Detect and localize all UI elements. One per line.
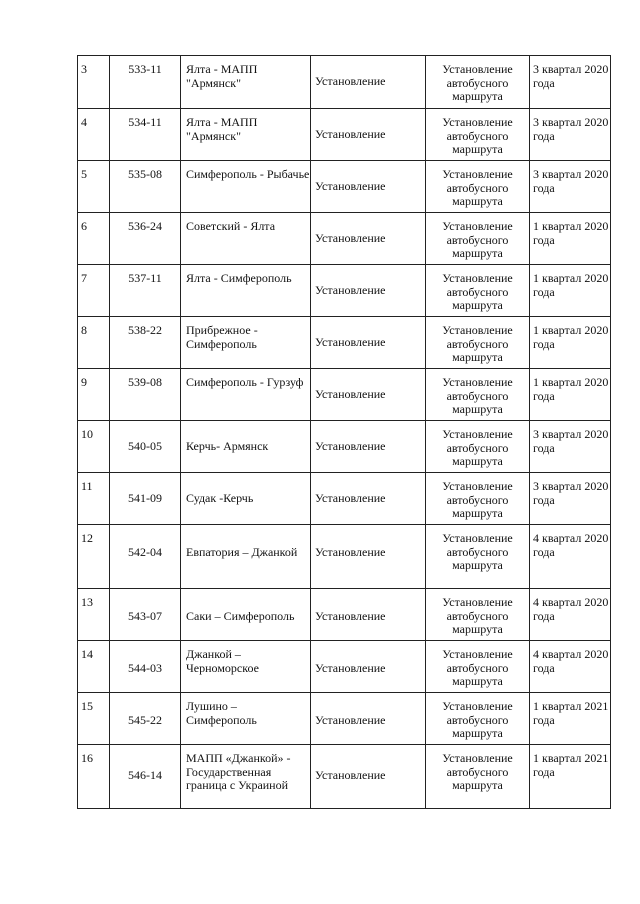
- term-text: 1 квартал 2020 года: [533, 219, 609, 247]
- term-text: 1 квартал 2020 года: [533, 323, 609, 351]
- change-type-cell: [311, 693, 426, 745]
- route-name: Прибрежное - Симферополь: [186, 323, 258, 351]
- action-cell: [426, 473, 530, 525]
- action-text: Установление автобусного маршрута: [442, 375, 513, 416]
- action-cell: [426, 421, 530, 473]
- row-number: 15: [81, 699, 93, 713]
- table-row: [78, 525, 611, 589]
- action-cell: [426, 161, 530, 213]
- action-text: Установление автобусного маршрута: [442, 699, 513, 740]
- change-type: Установление: [315, 179, 386, 193]
- route-name: Симферополь - Гурзуф: [186, 375, 304, 389]
- row-number-cell: [78, 213, 110, 265]
- change-type: Установление: [315, 439, 386, 453]
- route-code: 534-11: [128, 115, 162, 129]
- row-number-cell: [78, 473, 110, 525]
- route-code-cell: [110, 213, 181, 265]
- action-text: Установление автобусного маршрута: [442, 219, 513, 260]
- term-text: 4 квартал 2020 года: [533, 531, 609, 559]
- row-number-cell: [78, 693, 110, 745]
- action-text: Установление автобусного маршрута: [442, 595, 513, 636]
- action-text: Установление автобусного маршрута: [442, 62, 513, 103]
- row-number: 5: [81, 167, 87, 181]
- action-text: Установление автобусного маршрута: [442, 167, 513, 208]
- term-text: 1 квартал 2021 года: [533, 751, 609, 779]
- route-code-cell: [110, 589, 181, 641]
- change-type-cell: [311, 265, 426, 317]
- term-cell: [530, 56, 611, 109]
- change-type: Установление: [315, 768, 386, 782]
- table-row: [78, 473, 611, 525]
- route-name-cell: [181, 317, 311, 369]
- change-type: Установление: [315, 335, 386, 349]
- route-code: 543-07: [128, 609, 162, 623]
- change-type: Установление: [315, 661, 386, 675]
- action-cell: [426, 317, 530, 369]
- term-cell: [530, 589, 611, 641]
- row-number-cell: [78, 56, 110, 109]
- route-code: 535-08: [128, 167, 162, 181]
- row-number-cell: [78, 421, 110, 473]
- route-code-cell: [110, 56, 181, 109]
- route-name-cell: [181, 589, 311, 641]
- term-cell: [530, 369, 611, 421]
- action-cell: [426, 265, 530, 317]
- route-name: Джанкой – Черноморское: [186, 647, 259, 675]
- action-cell: [426, 56, 530, 109]
- action-cell: [426, 109, 530, 161]
- route-name: Судак -Керчь: [186, 491, 254, 505]
- action-cell: [426, 525, 530, 589]
- term-cell: [530, 693, 611, 745]
- term-text: 4 квартал 2020 года: [533, 647, 609, 675]
- action-text: Установление автобусного маршрута: [442, 323, 513, 364]
- route-name-cell: [181, 56, 311, 109]
- action-cell: [426, 589, 530, 641]
- bus-routes-table: [77, 55, 611, 809]
- action-text: Установление автобусного маршрута: [442, 647, 513, 688]
- table-row: [78, 745, 611, 809]
- route-name-cell: [181, 213, 311, 265]
- term-text: 3 квартал 2020 года: [533, 62, 609, 90]
- action-text: Установление автобусного маршрута: [442, 115, 513, 156]
- route-code: 538-22: [128, 323, 162, 337]
- row-number-cell: [78, 109, 110, 161]
- row-number: 14: [81, 647, 93, 661]
- row-number: 6: [81, 219, 87, 233]
- row-number: 10: [81, 427, 93, 441]
- row-number: 7: [81, 271, 87, 285]
- change-type: Установление: [315, 491, 386, 505]
- route-code-cell: [110, 369, 181, 421]
- change-type: Установление: [315, 283, 386, 297]
- term-cell: [530, 421, 611, 473]
- change-type: Установление: [315, 713, 386, 727]
- table-row: [78, 317, 611, 369]
- row-number: 8: [81, 323, 87, 337]
- route-name: Ялта - МАПП "Армянск": [186, 115, 258, 143]
- table-row: [78, 421, 611, 473]
- term-text: 1 квартал 2020 года: [533, 271, 609, 299]
- row-number: 12: [81, 531, 93, 545]
- action-cell: [426, 641, 530, 693]
- row-number-cell: [78, 369, 110, 421]
- route-name-cell: [181, 641, 311, 693]
- term-text: 4 квартал 2020 года: [533, 595, 609, 623]
- action-text: Установление автобусного маршрута: [442, 531, 513, 572]
- table-row: [78, 369, 611, 421]
- action-text: Установление автобусного маршрута: [442, 427, 513, 468]
- route-code-cell: [110, 745, 181, 809]
- row-number-cell: [78, 745, 110, 809]
- term-text: 1 квартал 2021 года: [533, 699, 609, 727]
- action-cell: [426, 213, 530, 265]
- change-type-cell: [311, 213, 426, 265]
- term-text: 3 квартал 2020 года: [533, 115, 609, 143]
- term-cell: [530, 161, 611, 213]
- route-name-cell: [181, 161, 311, 213]
- route-code-cell: [110, 161, 181, 213]
- route-name: Советский - Ялта: [186, 219, 276, 233]
- term-cell: [530, 265, 611, 317]
- route-code-cell: [110, 641, 181, 693]
- action-text: Установление автобусного маршрута: [442, 271, 513, 312]
- table-row: [78, 56, 611, 109]
- route-code: 533-11: [128, 62, 162, 76]
- change-type-cell: [311, 317, 426, 369]
- change-type: Установление: [315, 74, 386, 88]
- route-name: Симферополь - Рыбачье: [186, 167, 310, 181]
- route-code: 546-14: [128, 768, 162, 782]
- route-code-cell: [110, 421, 181, 473]
- table-row: [78, 641, 611, 693]
- change-type-cell: [311, 109, 426, 161]
- change-type: Установление: [315, 127, 386, 141]
- table-row: [78, 589, 611, 641]
- action-text: Установление автобусного маршрута: [442, 751, 513, 792]
- change-type: Установление: [315, 609, 386, 623]
- table-row: [78, 265, 611, 317]
- route-name-cell: [181, 525, 311, 589]
- term-cell: [530, 109, 611, 161]
- row-number: 11: [81, 479, 93, 493]
- action-cell: [426, 745, 530, 809]
- term-cell: [530, 317, 611, 369]
- action-cell: [426, 369, 530, 421]
- row-number: 3: [81, 62, 87, 76]
- table-row: [78, 109, 611, 161]
- term-text: 3 квартал 2020 года: [533, 479, 609, 507]
- change-type-cell: [311, 56, 426, 109]
- route-name-cell: [181, 693, 311, 745]
- change-type: Установление: [315, 545, 386, 559]
- route-code-cell: [110, 473, 181, 525]
- row-number-cell: [78, 525, 110, 589]
- term-text: 1 квартал 2020 года: [533, 375, 609, 403]
- table-body: [78, 56, 611, 809]
- row-number-cell: [78, 265, 110, 317]
- route-code: 545-22: [128, 713, 162, 727]
- change-type-cell: [311, 161, 426, 213]
- action-cell: [426, 693, 530, 745]
- route-code-cell: [110, 525, 181, 589]
- route-name-cell: [181, 745, 311, 809]
- route-code: 540-05: [128, 439, 162, 453]
- route-name-cell: [181, 369, 311, 421]
- route-name: Керчь- Армянск: [186, 439, 269, 453]
- table-row: [78, 693, 611, 745]
- route-code: 542-04: [128, 545, 162, 559]
- route-code: 536-24: [128, 219, 162, 233]
- change-type-cell: [311, 589, 426, 641]
- route-code: 544-03: [128, 661, 162, 675]
- table-row: [78, 161, 611, 213]
- change-type: Установление: [315, 231, 386, 245]
- term-text: 3 квартал 2020 года: [533, 167, 609, 195]
- route-code-cell: [110, 109, 181, 161]
- row-number: 13: [81, 595, 93, 609]
- route-code-cell: [110, 693, 181, 745]
- change-type-cell: [311, 745, 426, 809]
- row-number: 9: [81, 375, 87, 389]
- term-cell: [530, 745, 611, 809]
- term-text: 3 квартал 2020 года: [533, 427, 609, 455]
- row-number-cell: [78, 317, 110, 369]
- term-cell: [530, 641, 611, 693]
- change-type-cell: [311, 641, 426, 693]
- term-cell: [530, 525, 611, 589]
- change-type: Установление: [315, 387, 386, 401]
- route-name: МАПП «Джанкой» - Государственная граница с Украиной: [186, 751, 291, 792]
- route-name-cell: [181, 473, 311, 525]
- route-name: Саки – Симферополь: [186, 609, 295, 623]
- route-name-cell: [181, 109, 311, 161]
- change-type-cell: [311, 421, 426, 473]
- row-number-cell: [78, 161, 110, 213]
- term-cell: [530, 213, 611, 265]
- route-code-cell: [110, 265, 181, 317]
- route-name: Лушино – Симферополь: [186, 699, 257, 727]
- term-cell: [530, 473, 611, 525]
- table-row: [78, 213, 611, 265]
- route-name-cell: [181, 421, 311, 473]
- change-type-cell: [311, 473, 426, 525]
- action-text: Установление автобусного маршрута: [442, 479, 513, 520]
- route-name-cell: [181, 265, 311, 317]
- row-number: 4: [81, 115, 87, 129]
- route-name: Ялта - Симферополь: [186, 271, 292, 285]
- route-code: 539-08: [128, 375, 162, 389]
- row-number-cell: [78, 589, 110, 641]
- change-type-cell: [311, 525, 426, 589]
- route-code-cell: [110, 317, 181, 369]
- row-number-cell: [78, 641, 110, 693]
- route-name: Евпатория – Джанкой: [186, 545, 298, 559]
- route-code: 541-09: [128, 491, 162, 505]
- row-number: 16: [81, 751, 93, 765]
- route-name: Ялта - МАПП "Армянск": [186, 62, 258, 90]
- change-type-cell: [311, 369, 426, 421]
- route-code: 537-11: [128, 271, 162, 285]
